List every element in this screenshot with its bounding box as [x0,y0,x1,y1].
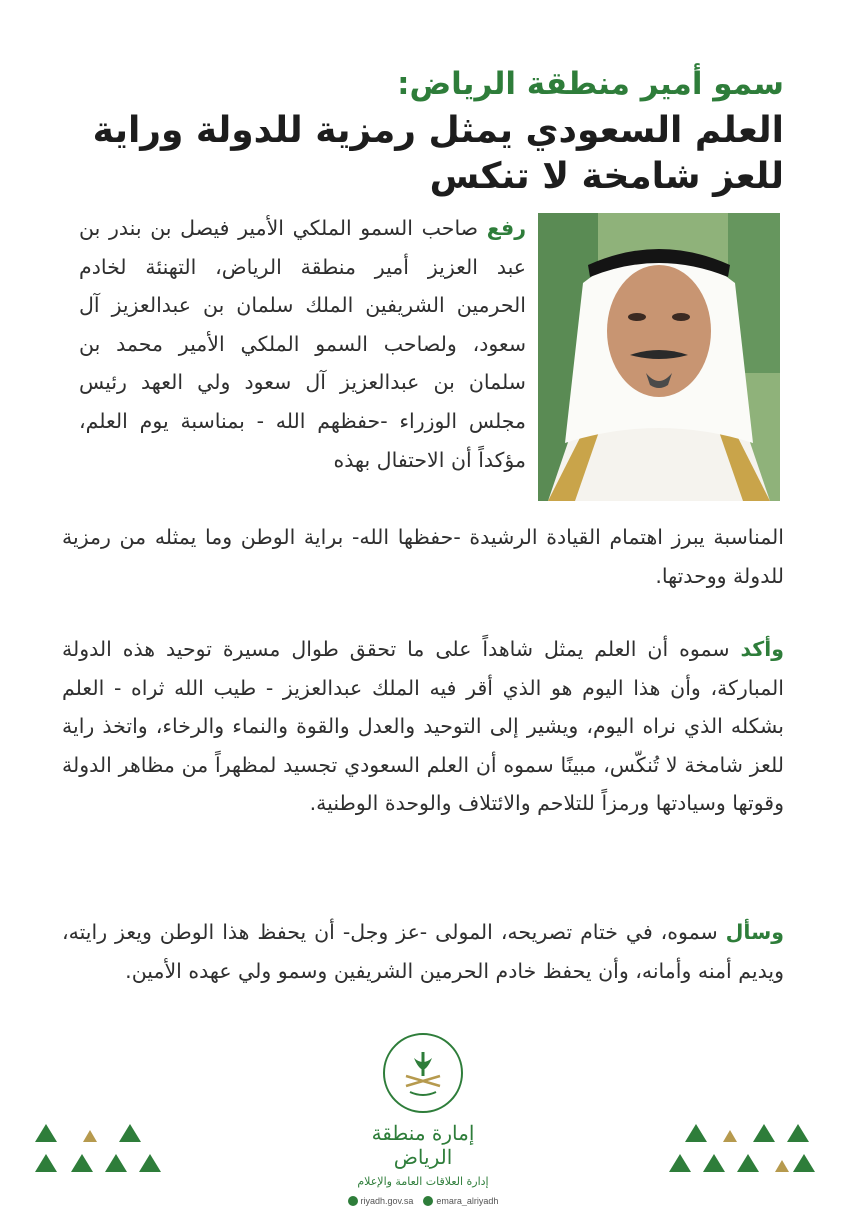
portrait-illustration [538,213,780,501]
paragraph-2-text: سموه أن العلم يمثل شاهداً على ما تحقق طوال مسيرة توحيد هذه الدولة المباركة، وأن هذا اليوم هو الذي أقر فيه الملك عبدالعزيز - طيب الله ثراه - العلم بشكله الذي نراه اليوم، ويشير إلى التوحيد والعدل والقوة والنماء والرخاء، واتخذ راية للعز شامخة لا تُنكّس، مبينًا سموه أن العلم السعودي تجسيد لمظهراً من مظاهر الدولة وقوتها وسيادتها ورمزاً للتلاحم والائتلاف والوحدة الوطنية. [62,637,784,816]
headline-block [54,62,784,200]
paragraph-1-continued: المناسبة يبرز اهتمام القيادة الرشيدة -حفظها الله- براية الوطن وما يمثله من رمزية للدولة ووحدتها. [62,525,784,588]
triangle-decoration [71,1154,93,1172]
triangle-decoration [793,1154,815,1172]
social-icon [423,1196,433,1206]
triangle-decoration [139,1154,161,1172]
headline-title: العلم السعودي يمثل رمزية للدولة وراية للعز شامخة لا تنكس [92,110,784,197]
website-text: riyadh.gov.sa [360,1196,414,1206]
triangle-pattern-right [666,1122,816,1176]
triangle-decoration [753,1124,775,1142]
triangle-decoration [35,1154,57,1172]
social-links [343,1196,503,1206]
triangle-decoration [723,1130,737,1142]
triangle-decoration [83,1130,97,1142]
social-handle-link[interactable] [423,1196,498,1206]
org-name: إمارة منطقة الرياض [371,1121,475,1169]
portrait-photo [538,213,780,501]
footer-logo-block [343,1033,503,1206]
triangle-decoration [119,1124,141,1142]
triangle-decoration [669,1154,691,1172]
triangle-decoration [703,1154,725,1172]
triangle-decoration [105,1154,127,1172]
headline-kicker: سمو أمير منطقة الرياض: [397,66,784,102]
paragraph-1-top [79,209,526,479]
triangle-pattern-left [30,1122,180,1176]
department-name: إدارة العلاقات العامة والإعلام [357,1175,489,1188]
paragraph-1-text-a: صاحب السمو الملكي الأمير فيصل بن بندر بن عبد العزيز أمير منطقة الرياض، التهنئة لخادم الحرمين الشريفين الملك سلمان بن عبدالعزيز آل سعود، ولصاحب السمو الملكي الأمير محمد بن سلمان بن عبدالعزيز آل سعود ولي العهد رئيس مجلس الوزراء -حفظهم الله - بمناسبة يوم العلم، مؤكداً أن الاحتفال بهذه [79,216,526,472]
paragraph-3 [62,913,784,990]
triangle-decoration [685,1124,707,1142]
paragraph-3-lead: وسأل [725,920,784,944]
paragraph-2-lead: وأكد [740,637,784,661]
triangle-decoration [787,1124,809,1142]
paragraph-2 [62,630,784,823]
triangle-decoration [737,1154,759,1172]
emblem-icon [383,1033,463,1113]
paragraph-3-text: سموه، في ختام تصريحه، المولى -عز وجل- أن يحفظ هذا الوطن ويعز رايته، ويديم أمنه وأمانه، وأن يحفظ خادم الحرمين الشريفين وسمو ولي عهده الأمين. [62,920,784,983]
website-link[interactable] [348,1196,414,1206]
triangle-decoration [35,1124,57,1142]
paragraph-1-lead: رفع [486,216,526,240]
globe-icon [348,1196,358,1206]
social-handle-text: emara_alriyadh [436,1196,499,1206]
triangle-decoration [775,1160,789,1172]
